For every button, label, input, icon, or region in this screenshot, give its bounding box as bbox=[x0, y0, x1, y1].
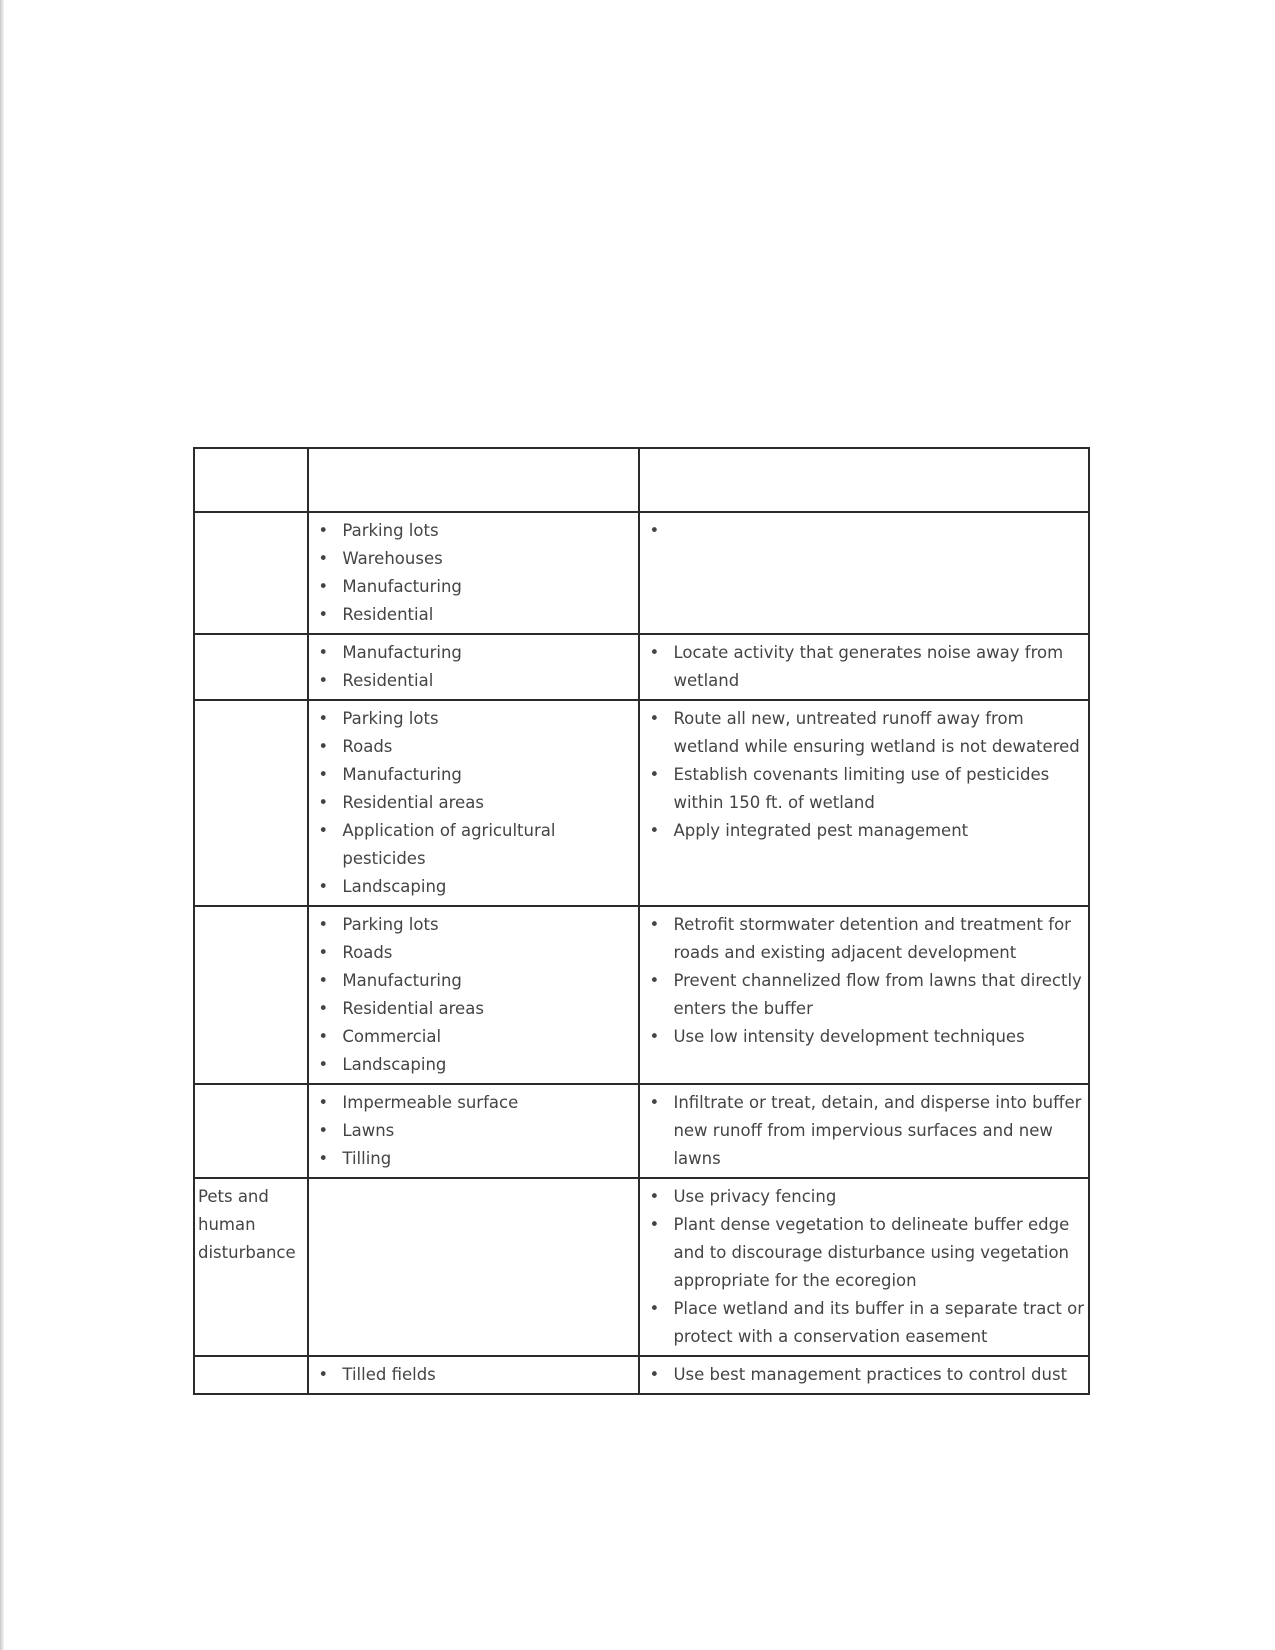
measure-text: Prevent channelized flow from lawns that directly enters the buffer bbox=[673, 971, 1082, 1018]
bullet-icon: • bbox=[318, 521, 329, 540]
measures-list bbox=[643, 911, 1085, 1051]
activity-text: Application of agricultural pesticides bbox=[342, 821, 556, 868]
table-header-row bbox=[194, 448, 1089, 512]
bullet-icon: • bbox=[318, 1149, 329, 1168]
activity-item bbox=[312, 873, 635, 901]
bullet-icon: • bbox=[649, 1027, 660, 1046]
table-row bbox=[194, 1084, 1089, 1178]
bullet-icon: • bbox=[649, 765, 660, 784]
measure-item bbox=[643, 1295, 1085, 1351]
measure-item bbox=[643, 1361, 1085, 1389]
bullet-icon: • bbox=[318, 643, 329, 662]
activity-item bbox=[312, 1089, 635, 1117]
activities-list bbox=[312, 705, 635, 901]
header-activities bbox=[308, 448, 639, 512]
measures-cell bbox=[639, 512, 1089, 634]
measure-text: Use best management practices to control dust bbox=[673, 1365, 1068, 1384]
activities-list bbox=[312, 517, 635, 629]
activity-item bbox=[312, 1145, 635, 1173]
bullet-icon: • bbox=[318, 671, 329, 690]
measure-item bbox=[643, 517, 1085, 545]
measure-text: Retrofit stormwater detention and treatment for roads and existing adjacent development bbox=[673, 915, 1071, 962]
scanned-page-edge bbox=[0, 0, 4, 1650]
measure-item bbox=[643, 1089, 1085, 1173]
table-row bbox=[194, 1178, 1089, 1356]
disturbance-cell bbox=[194, 1356, 308, 1394]
disturbance-cell bbox=[194, 700, 308, 906]
activity-text: Lawns bbox=[342, 1121, 395, 1140]
measures-cell bbox=[639, 634, 1089, 700]
bullet-icon: • bbox=[318, 1027, 329, 1046]
measure-item bbox=[643, 639, 1085, 695]
activity-text: Roads bbox=[342, 737, 393, 756]
activity-text: Manufacturing bbox=[342, 765, 462, 784]
activity-text: Residential bbox=[342, 605, 434, 624]
activities-list bbox=[312, 911, 635, 1079]
bullet-icon: • bbox=[649, 1365, 660, 1384]
activity-item bbox=[312, 733, 635, 761]
activity-item bbox=[312, 789, 635, 817]
measure-text: Locate activity that generates noise away from wetland bbox=[673, 643, 1064, 690]
activity-text: Parking lots bbox=[342, 521, 439, 540]
measure-text: Use privacy fencing bbox=[673, 1187, 837, 1206]
activity-item bbox=[312, 761, 635, 789]
bullet-icon: • bbox=[649, 1299, 660, 1318]
bullet-icon: • bbox=[649, 821, 660, 840]
table-row bbox=[194, 700, 1089, 906]
activity-text: Tilled fields bbox=[342, 1365, 436, 1384]
bullet-icon: • bbox=[318, 577, 329, 596]
disturbance-cell bbox=[194, 1084, 308, 1178]
bullet-icon: • bbox=[649, 521, 660, 540]
activities-cell bbox=[308, 634, 639, 700]
table-row bbox=[194, 906, 1089, 1084]
activity-text: Residential areas bbox=[342, 999, 484, 1018]
activities-cell bbox=[308, 1084, 639, 1178]
measure-text: Place wetland and its buffer in a separate tract or protect with a conservation easement bbox=[673, 1299, 1084, 1346]
measures-cell bbox=[639, 1356, 1089, 1394]
bullet-icon: • bbox=[318, 915, 329, 934]
disturbance-cell bbox=[194, 634, 308, 700]
activity-item bbox=[312, 601, 635, 629]
measure-text: Infiltrate or treat, detain, and disperse into buffer new runoff from impervious surfaces and new lawns bbox=[673, 1093, 1082, 1168]
activities-list bbox=[312, 1361, 635, 1389]
measure-text: Establish covenants limiting use of pesticides within 150 ft. of wetland bbox=[673, 765, 1050, 812]
activity-text: Warehouses bbox=[342, 549, 443, 568]
activity-text: Residential bbox=[342, 671, 434, 690]
activity-text: Tilling bbox=[342, 1149, 392, 1168]
activity-text: Commercial bbox=[342, 1027, 442, 1046]
bullet-icon: • bbox=[649, 1215, 660, 1234]
measures-list bbox=[643, 1183, 1085, 1351]
bullet-icon: • bbox=[318, 943, 329, 962]
bullet-icon: • bbox=[649, 1093, 660, 1112]
activities-list bbox=[312, 1089, 635, 1173]
mitigation-measures-table bbox=[193, 447, 1090, 1395]
bullet-icon: • bbox=[649, 915, 660, 934]
activity-item bbox=[312, 705, 635, 733]
measures-cell bbox=[639, 1084, 1089, 1178]
table-row bbox=[194, 634, 1089, 700]
activity-item bbox=[312, 939, 635, 967]
activity-text: Roads bbox=[342, 943, 393, 962]
bullet-icon: • bbox=[318, 1365, 329, 1384]
activity-item bbox=[312, 1023, 635, 1051]
measure-item bbox=[643, 761, 1085, 817]
bullet-icon: • bbox=[649, 1187, 660, 1206]
activity-item bbox=[312, 517, 635, 545]
bullet-icon: • bbox=[318, 1121, 329, 1140]
activities-cell bbox=[308, 700, 639, 906]
disturbance-cell bbox=[194, 512, 308, 634]
measure-text: Use low intensity development techniques bbox=[673, 1027, 1025, 1046]
activities-cell bbox=[308, 1356, 639, 1394]
bullet-icon: • bbox=[318, 999, 329, 1018]
activity-text: Manufacturing bbox=[342, 971, 462, 990]
activity-item bbox=[312, 911, 635, 939]
measures-cell bbox=[639, 906, 1089, 1084]
measure-item bbox=[643, 1183, 1085, 1211]
measure-item bbox=[643, 1023, 1085, 1051]
measure-text: Route all new, untreated runoff away from wetland while ensuring wetland is not dewatered bbox=[673, 709, 1080, 756]
activity-item bbox=[312, 1361, 635, 1389]
bullet-icon: • bbox=[318, 709, 329, 728]
bullet-icon: • bbox=[649, 643, 660, 662]
measure-text: Apply integrated pest management bbox=[673, 821, 969, 840]
activity-item bbox=[312, 967, 635, 995]
header-disturbance bbox=[194, 448, 308, 512]
bullet-icon: • bbox=[318, 1055, 329, 1074]
measures-list bbox=[643, 705, 1085, 845]
bullet-icon: • bbox=[649, 971, 660, 990]
disturbance-cell bbox=[194, 906, 308, 1084]
activities-cell bbox=[308, 906, 639, 1084]
header-measures bbox=[639, 448, 1089, 512]
activity-text: Manufacturing bbox=[342, 643, 462, 662]
activity-item bbox=[312, 545, 635, 573]
table-body bbox=[194, 512, 1089, 1394]
measure-text: Plant dense vegetation to delineate buffer edge and to discourage disturbance using vegetation appropriate for the ecoregion bbox=[673, 1215, 1070, 1290]
activity-text: Landscaping bbox=[342, 877, 447, 896]
measures-list bbox=[643, 517, 1085, 545]
activity-item bbox=[312, 639, 635, 667]
measures-cell bbox=[639, 1178, 1089, 1356]
activities-cell bbox=[308, 512, 639, 634]
activity-text: Parking lots bbox=[342, 709, 439, 728]
activity-text: Impermeable surface bbox=[342, 1093, 519, 1112]
activities-list bbox=[312, 639, 635, 695]
table-row bbox=[194, 1356, 1089, 1394]
measure-item bbox=[643, 705, 1085, 761]
table-row bbox=[194, 512, 1089, 634]
measures-list bbox=[643, 1361, 1085, 1389]
bullet-icon: • bbox=[649, 709, 660, 728]
bullet-icon: • bbox=[318, 971, 329, 990]
bullet-icon: • bbox=[318, 765, 329, 784]
activity-text: Landscaping bbox=[342, 1055, 447, 1074]
activity-item bbox=[312, 1051, 635, 1079]
measures-list bbox=[643, 1089, 1085, 1173]
activity-item bbox=[312, 817, 635, 873]
bullet-icon: • bbox=[318, 605, 329, 624]
bullet-icon: • bbox=[318, 877, 329, 896]
activity-text: Residential areas bbox=[342, 793, 484, 812]
activity-text: Manufacturing bbox=[342, 577, 462, 596]
activity-item bbox=[312, 573, 635, 601]
activity-item bbox=[312, 995, 635, 1023]
bullet-icon: • bbox=[318, 737, 329, 756]
bullet-icon: • bbox=[318, 549, 329, 568]
measure-item bbox=[643, 911, 1085, 967]
measure-item bbox=[643, 1211, 1085, 1295]
activity-item bbox=[312, 1117, 635, 1145]
bullet-icon: • bbox=[318, 1093, 329, 1112]
measure-item bbox=[643, 967, 1085, 1023]
activity-item bbox=[312, 667, 635, 695]
bullet-icon: • bbox=[318, 821, 329, 840]
measure-item bbox=[643, 817, 1085, 845]
bullet-icon: • bbox=[318, 793, 329, 812]
measures-list bbox=[643, 639, 1085, 695]
measures-cell bbox=[639, 700, 1089, 906]
activities-cell bbox=[308, 1178, 639, 1356]
activity-text: Parking lots bbox=[342, 915, 439, 934]
disturbance-cell: Pets and human disturbance bbox=[194, 1178, 308, 1356]
